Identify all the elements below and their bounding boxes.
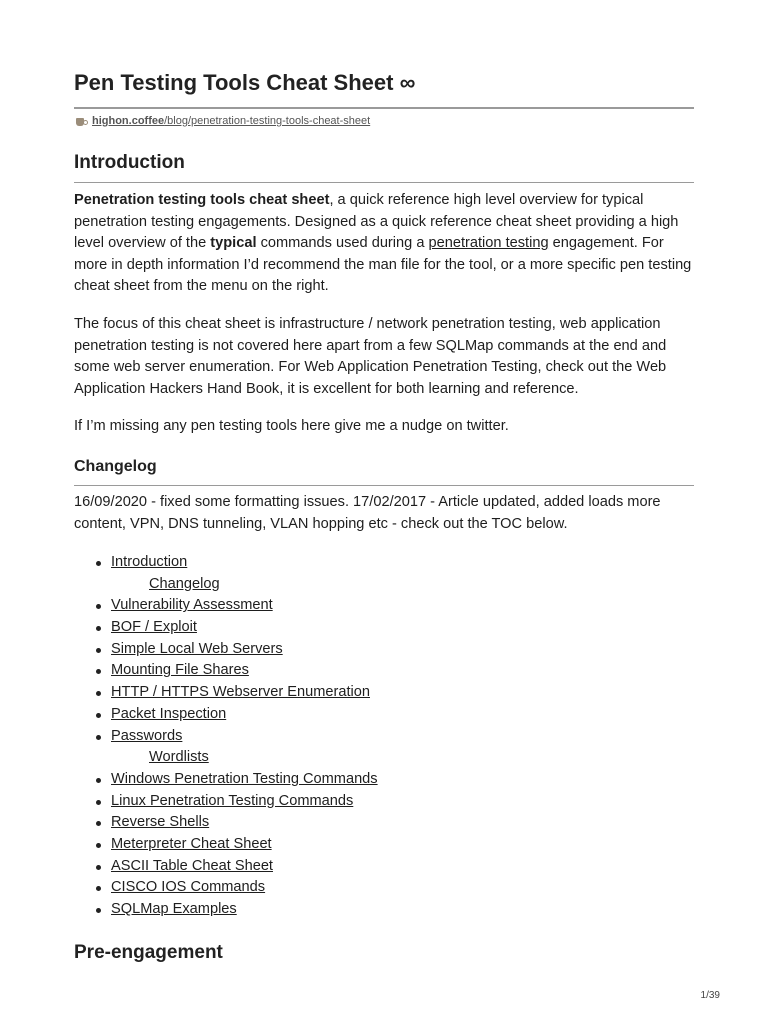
changelog-text: 16/09/2020 - fixed some formatting issues. 17/02/2017 - Article updated, added loads more content, VPN, DNS tunneling, VLAN hopping etc - check out the TOC below. [74,494,661,532]
toc-link[interactable]: Mounting File Shares [111,662,249,679]
source-path-link[interactable]: /blog/penetration-testing-tools-cheat-sheet [164,115,371,127]
toc-link[interactable]: CISCO IOS Commands [111,879,266,896]
intro-text-a: , a quick reference high level overview for typical penetration testing engagements. Designed as a quick reference cheat sheet providing a high level overview of the [74,192,679,252]
toc-item [74,834,694,856]
toc-item [74,595,694,617]
section-heading-pre-engagement: Pre-engagement [74,942,223,963]
changelog-divider [74,485,694,486]
toc-item [74,791,694,813]
toc-item [74,899,694,921]
toc-item [74,704,694,726]
source-domain-link[interactable]: highon.coffee [92,115,165,127]
intro-text-b: commands used during a [256,235,429,252]
introduction-divider [74,182,694,183]
page-number: 1/39 [700,990,720,1001]
toc-link[interactable]: Changelog [149,575,220,592]
toc-link[interactable]: SQLMap Examples [111,901,237,917]
toc-subitem [74,747,694,769]
toc-link[interactable]: Passwords [111,727,183,744]
toc-link[interactable]: Vulnerability Assessment [111,597,273,614]
toc-link[interactable]: Windows Penetration Testing Commands [111,770,378,787]
intro-paragraph-2: The focus of this cheat sheet is infrastructure / network penetration testing, web application penetration testing is not covered here apart from a few SQLMap commands at the end and some web server enumeration. For Web Application Penetration Testing, check out the Web Application Hackers Hand Book, it is excellent for both learning and reference. [74,316,667,397]
toc-link[interactable]: Packet Inspection [111,705,227,722]
toc-link[interactable]: BOF / Exploit [111,619,197,636]
title-divider [74,107,694,109]
intro-paragraph-1 [74,190,694,298]
toc-item [74,877,694,899]
toc-link[interactable]: Introduction [111,554,188,570]
toc-item [74,769,694,791]
toc-item [74,856,694,878]
toc-item [74,682,694,704]
toc-item [74,617,694,639]
intro-bold-typical: typical [210,235,257,252]
intro-paragraph-3: If I’m missing any pen testing tools here give me a nudge on twitter. [74,418,509,434]
section-heading-changelog: Changelog [74,458,157,475]
toc-subitem [74,574,694,596]
penetration-testing-link[interactable]: penetration testing [428,235,549,252]
intro-text-c: engagement. For more in depth information I’d recommend the man file for the tool, or a more specific pen testing cheat sheet from the menu on the right. [74,235,692,295]
toc-link[interactable]: HTTP / HTTPS Webserver Enumeration [111,684,370,701]
toc-link[interactable]: Reverse Shells [111,814,210,831]
toc-item [74,726,694,748]
toc-item [74,639,694,661]
toc-link[interactable]: ASCII Table Cheat Sheet [111,857,273,874]
toc-link[interactable]: Simple Local Web Servers [111,640,283,657]
source-url [74,114,370,128]
toc-item [74,552,694,574]
toc-item [74,660,694,682]
table-of-contents [74,552,694,921]
coffee-cup-icon [74,114,88,128]
section-heading-introduction: Introduction [74,152,185,173]
toc-link[interactable]: Wordlists [149,749,209,766]
toc-link[interactable]: Linux Penetration Testing Commands [111,792,354,809]
toc-item [74,812,694,834]
toc-link[interactable]: Meterpreter Cheat Sheet [111,835,272,852]
intro-bold-term: Penetration testing tools cheat sheet [74,192,330,208]
page-title: Pen Testing Tools Cheat Sheet ∞ [74,70,416,95]
